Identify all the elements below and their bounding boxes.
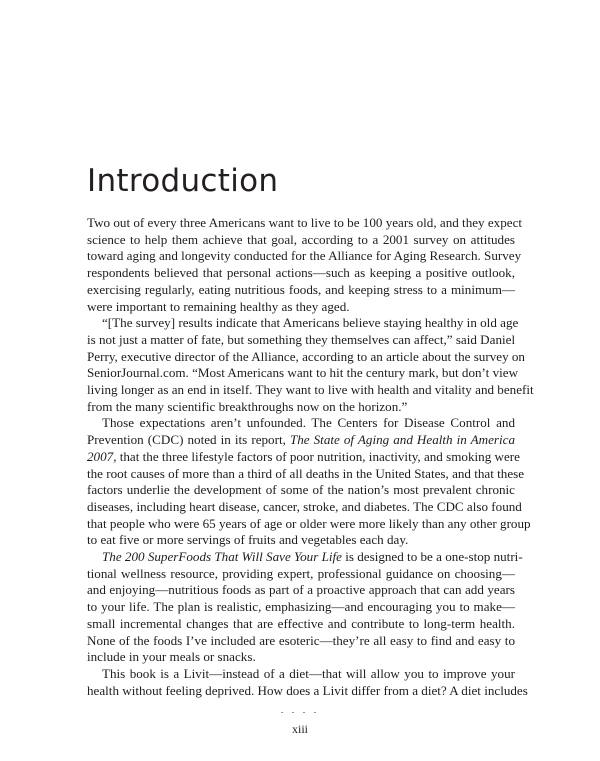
chapter-title: Introduction — [87, 163, 279, 199]
text-line: exercising regularly, eating nutritious foods, and keeping stress to a minimum— — [87, 281, 515, 297]
text-line: from the many scientific breakthroughs now on the horizon.” — [87, 398, 408, 414]
text-run: , that the three lifestyle factors of poor nutrition, inactivity, and smoking were — [113, 448, 520, 464]
body-text — [87, 215, 534, 699]
text-line: is not just a matter of fate, but something they themselves can affect,” said Daniel — [87, 331, 516, 347]
text-run: Prevention (CDC) noted in its report, — [87, 432, 290, 448]
text-line: that people who were 65 years of age or older were more likely than any other group — [87, 515, 531, 531]
text-line: the root causes of more than a third of all deaths in the United States, and that these — [87, 465, 525, 481]
text-line — [87, 549, 523, 566]
text-line: SeniorJournal.com. “Most Americans want to hit the century mark, but don’t view — [87, 365, 519, 381]
text-line: Perry, executive director of the Alliance, according to an article about the survey on — [87, 348, 525, 364]
report-title: The State of Aging and Health in America — [289, 432, 516, 448]
text-line: None of the foods I’ve included are esoteric—they’re all easy to find and easy to — [87, 632, 515, 648]
text-line: Two out of every three Americans want to live to be 100 years old, and they expect — [87, 215, 523, 230]
text-line: to eat five or more servings of fruits and vegetables each day. — [87, 532, 409, 548]
text-line: health without feeling deprived. How does a Livit differ from a diet? A diet includes — [87, 682, 528, 698]
text-line: were important to remaining healthy as they aged. — [87, 298, 350, 314]
text-line: toward aging and longevity conducted for the Alliance for Aging Research. Survey — [87, 248, 522, 264]
book-title: The 200 SuperFoods That Will Save Your Life — [102, 549, 342, 565]
text-line: Those expectations aren’t unfounded. The Centers for Disease Control and — [102, 415, 515, 431]
text-line: small incremental changes that are effective and contribute to long-term health. — [87, 615, 515, 631]
text-line: This book is a Livit—instead of a diet—that will allow you to improve your — [102, 665, 515, 681]
report-year: 2007 — [87, 448, 114, 464]
text-line: factors underlie the development of some of the nation’s most prevalent chronic — [87, 482, 515, 498]
text-run: is designed to be a one-stop nutri- — [341, 549, 523, 565]
text-line: living longer as an end in itself. They want to live with health and vitality and benefit — [87, 382, 534, 398]
text-line — [87, 448, 520, 466]
text-line: tional wellness resource, providing expert, professional guidance on choosing— — [87, 565, 515, 581]
text-line: science to help them achieve that goal, according to a 2001 survey on attitudes — [87, 231, 515, 247]
text-line: “[The survey] results indicate that Americans believe staying healthy in old age — [102, 315, 519, 331]
text-line: and enjoying—nutritious foods as part of a proactive approach that can add years — [87, 582, 515, 598]
page-number: xiii — [291, 722, 308, 736]
text-line — [87, 432, 515, 449]
footer-ornament: ˜ ˜ ˜ ˜ — [280, 712, 320, 719]
text-line: diseases, including heart disease, cancer, stroke, and diabetes. The CDC also found — [87, 498, 522, 514]
text-line: include in your meals or snacks. — [87, 649, 256, 665]
text-line: respondents believed that personal actions—such as keeping a positive outlook, — [87, 265, 515, 281]
text-line: to your life. The plan is realistic, emphasizing—and encouraging you to make— — [87, 599, 515, 615]
